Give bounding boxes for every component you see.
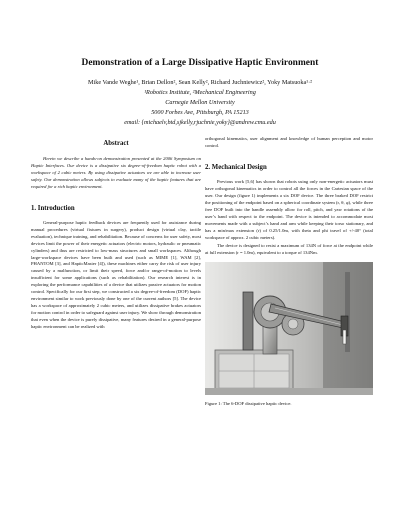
left-column bbox=[31, 136, 201, 331]
abstract-heading: Abstract bbox=[103, 140, 129, 147]
figure-1-photo bbox=[205, 262, 373, 395]
author-block bbox=[20, 78, 380, 128]
haptic-device-photo bbox=[205, 262, 373, 395]
author-email: email: {michaelv,btd,sjkelly,rjuchnie,yoky}@andrew.cmu.edu bbox=[124, 118, 276, 126]
section-1-text: General-purpose haptic feedback devices are frequently used for assistance during manual procedures (virtual fixtures in surgery), product design (virtual clay, tactile evaluation), technique training, and rehabilitation. Because of concerns for user safety, most devices limit the power of their energetic actuators (electric motors, hydraulic or pneumatic cylinders) and thus are restricted to low-mass structures and small workspaces. Although large-workspace devices have been built and used (such as MIME [1], WAM [2], PHANTOM [3], and HapticMaster [4]), these machines either carry the risk of user injury caused by a malfunction, or limit their speed, force and/or range-of-motion to levels insufficient for some applications (such as rehabilitation). Our research interest is in exploring the performance capabilities of a device that utilizes passive actuators for motion control. Specifically for our first step, we constructed a six degree-of-freedom (DOF) haptic environment similar to work previously done by one of the current authors [5]. The device has a workspace of approximately 2 cubic meters, and utilizes dissipative brakes actuators for motion control in order to safeguard against user injury. We show through demonstration that even when the device is purely dissipative, many features desired in a general-purpose haptic environment can be realized with bbox=[31, 219, 201, 330]
section-2-heading: 2. Mechanical Design bbox=[205, 163, 267, 171]
section-1-heading: 1. Introduction bbox=[31, 204, 75, 212]
abstract-text: Herein we describe a hands-on demonstration presented at the 2006 Symposium on Haptic Interfaces. Our device is a dissipative six degree-of-freedom haptic robot with a workspace of 2 cubic meters. By using dissipative actuators we are able to increase user safety. Our demonstration allows subjects to evaluate many of the haptic features that are required for a rich haptic environment. bbox=[31, 156, 201, 189]
author-names: Mike Vande Weghe¹, Brian Dellon², Sean Kelly², Richard Juchniewicz², Yoky Matsuoka¹·² bbox=[88, 79, 312, 86]
author-university: Carnegie Mellon University bbox=[165, 98, 235, 106]
right-column bbox=[205, 136, 373, 406]
section-1-continuation: orthogonal kinematics, user alignment and knowledge of human perception and motor control. bbox=[205, 136, 373, 148]
section-2-paragraph-2: The device is designed to resist a maximum of 134N of force at the endpoint while at full extension (r = 1.0m), equivalent to a torque of 134Nm. bbox=[205, 243, 373, 256]
author-address: 5000 Forbes Ave, Pittsburgh, PA 15213 bbox=[151, 108, 249, 116]
figure-1-caption: Figure 1: The 6-DOF dissipative haptic device. bbox=[205, 401, 292, 407]
paper-title: Demonstration of a Large Dissipative Haptic Environment bbox=[81, 58, 319, 68]
section-2-paragraph-1: Previous work [5,6] has shown that robots using only non-energetic actuators must have orthogonal kinematics in order to control all the forces in the Cartesian space of the user. Our design (figure 1) implements a six DOF device. The three braked DOF restrict the positioning of the endpoint based on a spherical coordinate system (r, θ, φ), while three free DOF built into the handle assembly allow for roll, pitch, and yaw rotations of the user’s hand with respect to the endpoint. The device is intended to accommodate most movements made with a subject’s hand and arm while keeping their torso stationary, and has a min/max extension (r) of 0.25/1.0m, with theta and phi travel of +/-40° (total workspace of approx. 2 cubic meters). bbox=[205, 178, 373, 240]
author-affiliations: ¹Robotics Institute, ²Mechanical Engineering bbox=[144, 88, 256, 96]
